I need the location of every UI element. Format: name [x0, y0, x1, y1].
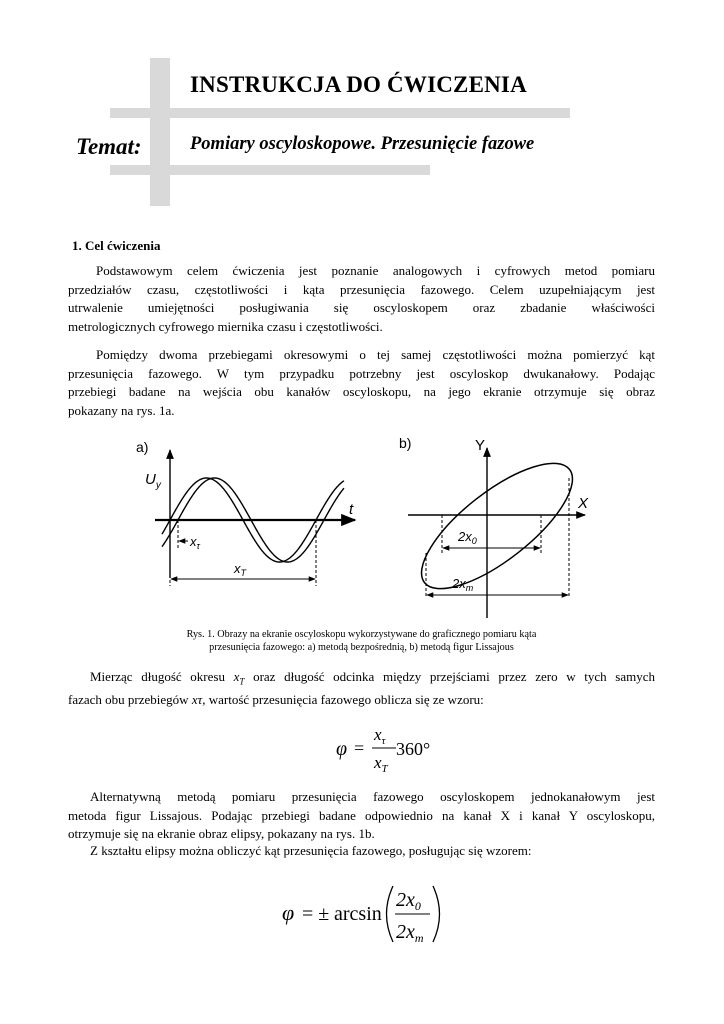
paragraph-line: przedziałów czasu, częstotliwości i kąta przesunięcia fazowego. Celem uzupełniającym jest: [68, 281, 655, 297]
paragraph-line: otrzymuje się na ekranie obraz elipsy, pokazany na rys. 1b.: [68, 826, 375, 841]
paragraph-3: [68, 668, 655, 710]
label-2xm: $2x_m$: [452, 576, 474, 593]
header-bar-top: [110, 108, 570, 118]
formula-phase-lissajous: [280, 880, 480, 950]
label-a: a): [136, 439, 149, 455]
header-bar-bottom: [110, 165, 430, 175]
paren-left: [387, 886, 394, 942]
paragraph-line: Alternatywną metodą pomiaru przesunięcia fazowego oscyloskopem jednokanałowym jest: [90, 789, 655, 804]
figure-oscilloscope: [0, 428, 724, 628]
formula-eq: =: [354, 738, 365, 758]
temat-text: Pomiary oscyloskopowe. Przesunięcie fazowe: [190, 134, 535, 154]
paragraph-line: utrwalenie umiejętności posługiwania się oscyloskopem oraz zbadanie właściwości: [68, 300, 655, 315]
paragraph-line: Z kształtu elipsy można obliczyć kąt przesunięcia fazowego, posługując się wzorem:: [90, 843, 532, 858]
paragraph-line: metrologicznych cyfrowego miernika czasu i częstotliwości.: [68, 318, 383, 334]
paren-right: [433, 886, 440, 942]
paragraph-line: Mierząc długość okresu $x_T$ oraz długość odcinka między przejściami przez zero w tych samych: [90, 669, 655, 687]
paragraph-line: Pomiędzy dwoma przebiegami okresowymi o tej samej częstotliwości można pomierzyć kąt: [96, 347, 655, 362]
temat-label: Temat:: [76, 134, 142, 159]
paragraph-line: metoda figur Lissajous. Podając przebiegi badane odpowiednio na kanał X i kanał Y oscyloskopu,: [68, 807, 655, 823]
label-t: t: [349, 501, 354, 518]
figure-caption: [68, 628, 655, 654]
formula-phi: φ: [336, 738, 348, 760]
label-Y: Y: [475, 437, 486, 454]
caption-line: przesunięcia fazowego: a) metodą bezpośrednią, b) metodą figur Lissajous: [209, 642, 514, 653]
formula-den: $2x_m$: [396, 921, 424, 945]
formula-num: $x_\tau$: [374, 725, 386, 747]
label-xT: $x_T$: [234, 561, 246, 578]
paragraph-line: fazach obu przebiegów xτ, wartość przesunięcia fazowego oblicza się ze wzoru:: [68, 692, 484, 708]
label-2x0: $2x_0$: [458, 529, 477, 546]
label-uy: $U_y$: [145, 471, 161, 491]
formula-phase-direct: [330, 720, 470, 780]
header-bar-vertical: [150, 58, 170, 206]
formula-func: arcsin: [334, 903, 382, 925]
formula-num: $2x_0$: [396, 889, 421, 913]
section-heading: 1. Cel ćwiczenia: [72, 238, 161, 253]
paragraph-line: przesunięcia fazowego. W tym przypadku potrzebny jest oscyloskop dwukanałowy. Podając: [68, 365, 655, 381]
paragraph-line: Podstawowym celem ćwiczenia jest poznanie analogowych i cyfrowych metod pomiaru: [96, 263, 655, 278]
paragraph-1: [68, 262, 655, 336]
formula-phi: φ: [282, 900, 295, 925]
label-b: b): [399, 435, 412, 451]
document-title: INSTRUKCJA DO ĆWICZENIA: [190, 72, 527, 97]
label-xtau: $x_\tau$: [190, 534, 200, 551]
paragraph-line: przebiegi badane na wejścia obu kanałów oscyloskopu, na jego ekranie otrzymuje się obraz: [68, 384, 655, 399]
formula-den: $x_T$: [374, 753, 388, 775]
paragraph-line: pokazany na rys. 1a.: [68, 402, 175, 418]
paragraph-5: [68, 842, 655, 861]
label-X: X: [578, 495, 589, 512]
lissajous-ellipse: [404, 443, 591, 610]
paragraph-2: [68, 346, 655, 420]
formula-value: 360°: [396, 739, 431, 759]
caption-line: Rys. 1. Obrazy na ekranie oscyloskopu wykorzystywane do graficznego pomiaru kąta: [186, 629, 537, 640]
formula-eq: = ±: [302, 903, 330, 925]
paragraph-4: [68, 788, 655, 844]
